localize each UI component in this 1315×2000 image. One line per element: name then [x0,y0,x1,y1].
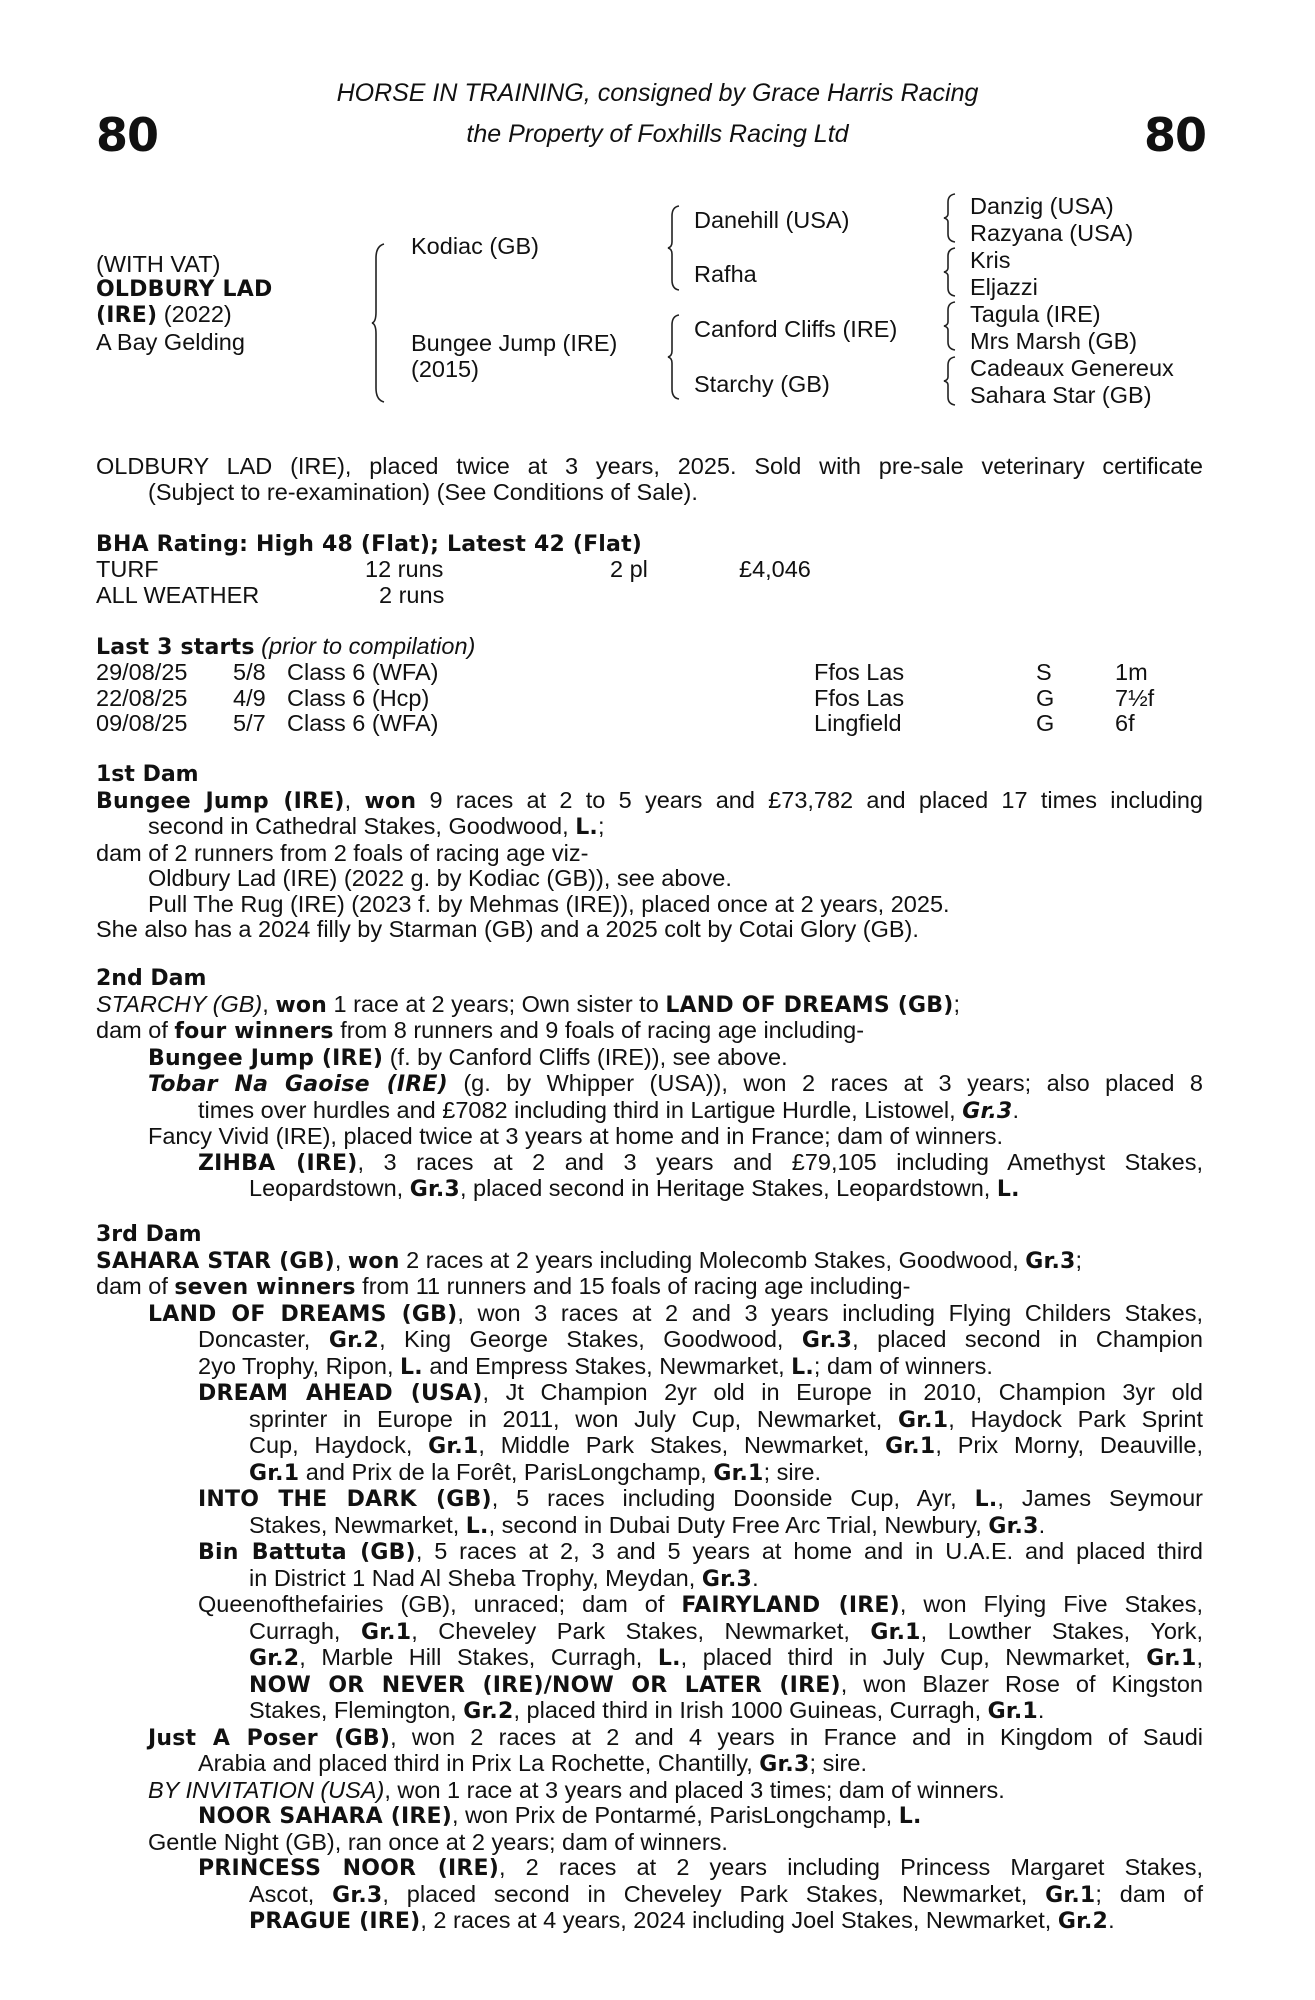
horse-name-country: (IRE) (2022) [96,301,232,328]
first-dam-line: Oldbury Lad (IRE) (2022 g. by Kodiac (GB)), see above. [148,865,732,891]
third-dam-section [96,1222,1203,1935]
third-dam-line: Queenofthefairies (GB), unraced; dam of FAIRYLAND (IRE), won Flying Five Stakes, [198,1591,1203,1618]
turf-runs: 12 runs [365,556,444,582]
first-dam-line: dam of 2 runners from 2 foals of racing age viz- [96,839,589,866]
third-dam-line: Stakes, Flemington, Gr.2, placed third in Irish 1000 Guineas, Curragh, Gr.1. [249,1697,1045,1724]
summary-line-1: OLDBURY LAD (IRE), placed twice at 3 years, 2025. Sold with pre-sale veterinary certificate [96,453,1203,479]
second-dam-line: Leopardstown, Gr.3, placed second in Heritage Stakes, Leopardstown, L. [249,1175,1020,1202]
summary-line-2: (Subject to re-examination) (See Conditions of Sale). [148,478,698,505]
pedigree-bracket-1 [371,242,387,410]
third-dam-line: NOOR SAHARA (IRE), won Prix de Pontarmé, ParisLongchamp, L. [198,1802,922,1829]
third-dam-line: dam of seven winners from 11 runners and 15 foals of racing age including- [96,1273,911,1300]
third-dam-line: Gr.2, Marble Hill Stakes, Curragh, L., placed third in July Cup, Newmarket, Gr.1, [249,1644,1203,1671]
turf-label: TURF [96,556,159,582]
third-dam-line: Arabia and placed third in Prix La Rochette, Chantilly, Gr.3; sire. [198,1750,867,1777]
pedigree-sire-dam: Rafha [694,261,757,287]
pedigree-dam-dam: Starchy (GB) [694,371,830,397]
first-dam-line: Pull The Rug (IRE) (2023 f. by Mehmas (IRE)), placed once at 2 years, 2025. [148,890,950,917]
third-dam-line: Doncaster, Gr.2, King George Stakes, Goodwood, Gr.3, placed second in Champion [198,1326,1203,1353]
pedigree-g3: Kris [970,247,1011,273]
pedigree-g4: Eljazzi [970,274,1038,300]
third-dam-line: BY INVITATION (USA), won 1 race at 3 years and placed 3 times; dam of winners. [148,1776,1005,1803]
horse-description: A Bay Gelding [96,329,245,355]
third-dam-line: Just A Poser (GB), won 2 races at 2 and 4 years in France and in Kingdom of Saudi [148,1723,1204,1751]
second-dam-line: Bungee Jump (IRE) (f. by Canford Cliffs (IRE)), see above. [148,1043,788,1071]
last-starts-table [96,660,1154,737]
first-dam-section [96,762,1203,943]
second-dam-line: Tobar Na Gaoise (IRE) (g. by Whipper (USA)), won 2 races at 3 years; also placed 8 [148,1070,1203,1097]
second-dam-section [96,966,1203,1203]
pedigree-dam: Bungee Jump (IRE) [411,330,618,356]
pedigree-bracket-3d [943,355,957,413]
third-dam-line: NOW OR NEVER (IRE)/NOW OR LATER (IRE), won Blazer Rose of Kingston [249,1670,1203,1698]
third-dam-line: 2yo Trophy, Ripon, L. and Empress Stakes, Newmarket, L.; dam of winners. [198,1352,993,1380]
header-property: the Property of Foxhills Racing Ltd [466,120,849,148]
table-row: 09/08/25 5/7 Class 6 (WFA) Lingfield G 6f [96,710,1135,736]
pedigree-g6: Mrs Marsh (GB) [970,328,1138,354]
second-dam-line: ZIHBA (IRE), 3 races at 2 and 3 years and £79,105 including Amethyst Stakes, [198,1148,1203,1176]
header-consignor: HORSE IN TRAINING, consigned by Grace Harris Racing [336,79,979,107]
second-dam-heading: 2nd Dam [96,966,207,991]
turf-earnings: £4,046 [739,556,811,582]
third-dam-line: DREAM AHEAD (USA), Jt Champion 2yr old in Europe in 2010, Champion 3yr old [198,1379,1203,1406]
last-starts-heading: Last 3 starts (prior to compilation) [96,633,476,660]
third-dam-line: Cup, Haydock, Gr.1, Middle Park Stakes, Newmarket, Gr.1, Prix Morny, Deauville, [249,1432,1204,1459]
horse-name: OLDBURY LAD [96,277,273,302]
vat-note: (WITH VAT) [96,251,221,277]
bha-rating: BHA Rating: High 48 (Flat); Latest 42 (Flat) [96,532,643,557]
third-dam-line: Stakes, Newmarket, L., second in Dubai Duty Free Arc Trial, Newbury, Gr.3. [249,1511,1046,1539]
first-dam-line: She also has a 2024 filly by Starman (GB) and a 2025 colt by Cotai Glory (GB). [96,916,919,942]
pedigree-g2: Razyana (USA) [970,220,1134,246]
third-dam-line: PRAGUE (IRE), 2 races at 4 years, 2024 including Joel Stakes, Newmarket, Gr.2. [249,1907,1115,1934]
third-dam-line: Bin Battuta (GB), 5 races at 2, 3 and 5 years at home and in U.A.E. and placed third [198,1538,1203,1565]
summary [96,454,1203,505]
first-dam-line: Bungee Jump (IRE), won 9 races at 2 to 5 years and £73,782 and placed 17 times including [96,786,1203,814]
pedigree-bracket-2a [667,204,681,298]
pedigree-g7: Cadeaux Genereux [970,355,1174,381]
pedigree-dam-year: (2015) [411,356,479,382]
third-dam-line: LAND OF DREAMS (GB), won 3 races at 2 and 3 years including Flying Childers Stakes, [148,1299,1203,1327]
third-dam-line: Gentle Night (GB), ran once at 2 years; dam of winners. [148,1828,728,1855]
pedigree-sire: Kodiac (GB) [411,233,539,259]
pedigree-bracket-3c [943,300,957,358]
first-dam-heading: 1st Dam [96,762,199,787]
table-row: 22/08/25 4/9 Class 6 (Hcp) Ffos Las G 7½f [96,684,1155,711]
aw-label: ALL WEATHER [96,582,260,608]
lot-number-left: 80 [96,108,159,162]
aw-runs: 2 runs [379,582,445,608]
pedigree-bracket-3a [943,192,957,250]
third-dam-line: INTO THE DARK (GB), 5 races including Doonside Cup, Ayr, L., James Seymour [198,1485,1204,1512]
pedigree-g5: Tagula (IRE) [970,301,1101,327]
second-dam-line: STARCHY (GB), won 1 race at 2 years; Own sister to LAND OF DREAMS (GB); [96,990,961,1018]
pedigree-bracket-2b [667,313,681,407]
first-dam-line: second in Cathedral Stakes, Goodwood, L.; [148,813,605,840]
third-dam-line: Curragh, Gr.1, Cheveley Park Stakes, Newmarket, Gr.1, Lowther Stakes, York, [249,1617,1204,1645]
pedigree-g1: Danzig (USA) [970,193,1114,219]
pedigree-g8: Sahara Star (GB) [970,382,1152,408]
second-dam-line: dam of four winners from 8 runners and 9 foals of racing age including- [96,1017,865,1044]
pedigree-dam-sire: Canford Cliffs (IRE) [694,316,898,342]
table-row: 29/08/25 5/8 Class 6 (WFA) Ffos Las S 1m [96,659,1148,685]
third-dam-heading: 3rd Dam [96,1222,202,1247]
second-dam-line: Fancy Vivid (IRE), placed twice at 3 years at home and in France; dam of winners. [148,1123,1004,1149]
third-dam-line: Gr.1 and Prix de la Forêt, ParisLongchamp, Gr.1; sire. [249,1458,822,1486]
second-dam-line: times over hurdles and £7082 including third in Lartigue Hurdle, Listowel, Gr.3. [198,1096,1019,1124]
third-dam-line: SAHARA STAR (GB), won 2 races at 2 years including Molecomb Stakes, Goodwood, Gr.3; [96,1246,1083,1274]
turf-placed: 2 pl [610,556,648,582]
third-dam-line: in District 1 Nad Al Sheba Trophy, Meydan, Gr.3. [249,1564,759,1592]
pedigree-bracket-3b [943,246,957,304]
third-dam-line: sprinter in Europe in 2011, won July Cup, Newmarket, Gr.1, Haydock Park Sprint [249,1405,1203,1433]
third-dam-line: PRINCESS NOOR (IRE), 2 races at 2 years including Princess Margaret Stakes, [198,1854,1203,1881]
third-dam-line: Ascot, Gr.3, placed second in Cheveley Park Stakes, Newmarket, Gr.1; dam of [249,1880,1203,1908]
pedigree-sire-sire: Danehill (USA) [694,207,850,233]
lot-number-right: 80 [1144,108,1207,162]
